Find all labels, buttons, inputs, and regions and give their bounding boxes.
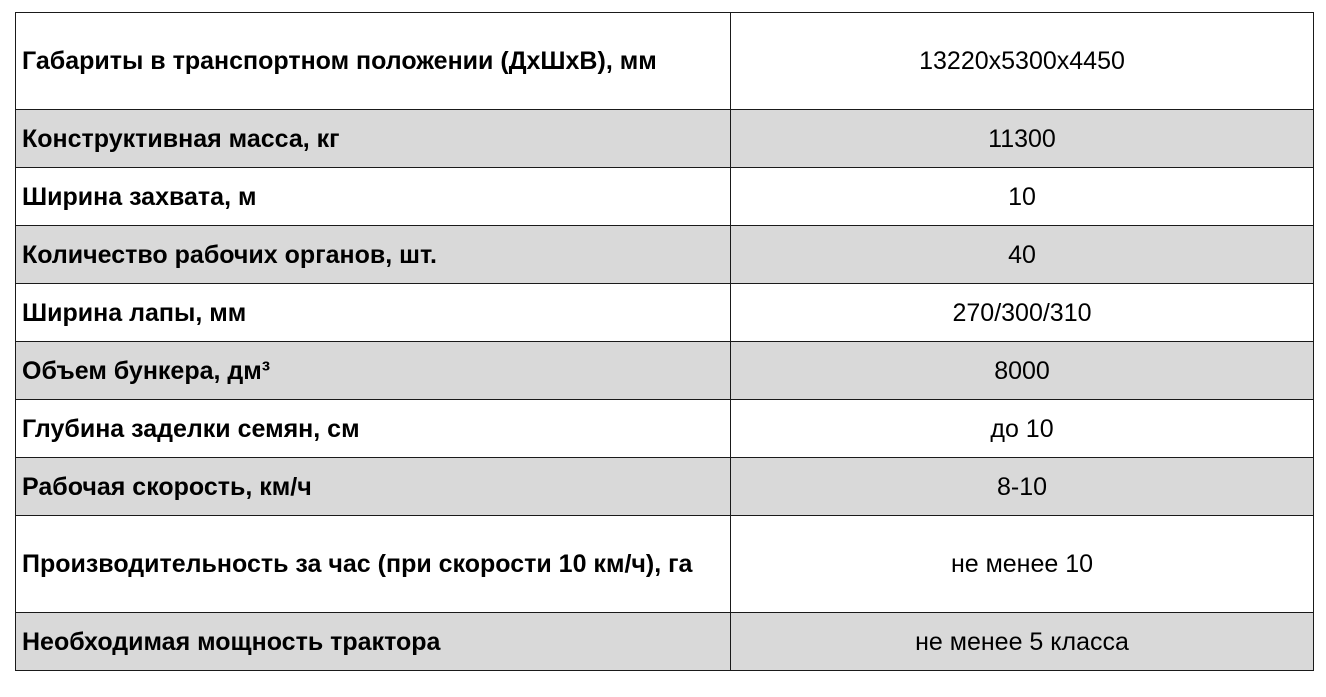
param-cell: Производительность за час (при скорости 10 км/ч), га: [16, 516, 731, 613]
value-cell: до 10: [731, 400, 1314, 458]
table-row: [16, 400, 1314, 458]
table-row: [16, 168, 1314, 226]
param-cell: Ширина захвата, м: [16, 168, 731, 226]
param-cell: Ширина лапы, мм: [16, 284, 731, 342]
value-cell: 8-10: [731, 458, 1314, 516]
param-cell: Глубина заделки семян, см: [16, 400, 731, 458]
value-cell: 10: [731, 168, 1314, 226]
value-cell: не менее 10: [731, 516, 1314, 613]
value-cell: 13220х5300х4450: [731, 13, 1314, 110]
value-cell: 270/300/310: [731, 284, 1314, 342]
param-cell: Конструктивная масса, кг: [16, 110, 731, 168]
table-row: [16, 458, 1314, 516]
param-cell: Необходимая мощность трактора: [16, 613, 731, 671]
param-cell: Количество рабочих органов, шт.: [16, 226, 731, 284]
table-row: [16, 342, 1314, 400]
param-cell: Рабочая скорость, км/ч: [16, 458, 731, 516]
table-row: [16, 13, 1314, 110]
table-row: [16, 613, 1314, 671]
table-row: [16, 110, 1314, 168]
table-row: [16, 226, 1314, 284]
table-row: [16, 284, 1314, 342]
value-cell: 8000: [731, 342, 1314, 400]
param-cell: Габариты в транспортном положении (ДхШхВ), мм: [16, 13, 731, 110]
value-cell: 40: [731, 226, 1314, 284]
param-cell: Объем бункера, дм³: [16, 342, 731, 400]
value-cell: не менее 5 класса: [731, 613, 1314, 671]
specifications-table: [15, 12, 1314, 671]
table-row: [16, 516, 1314, 613]
value-cell: 11300: [731, 110, 1314, 168]
